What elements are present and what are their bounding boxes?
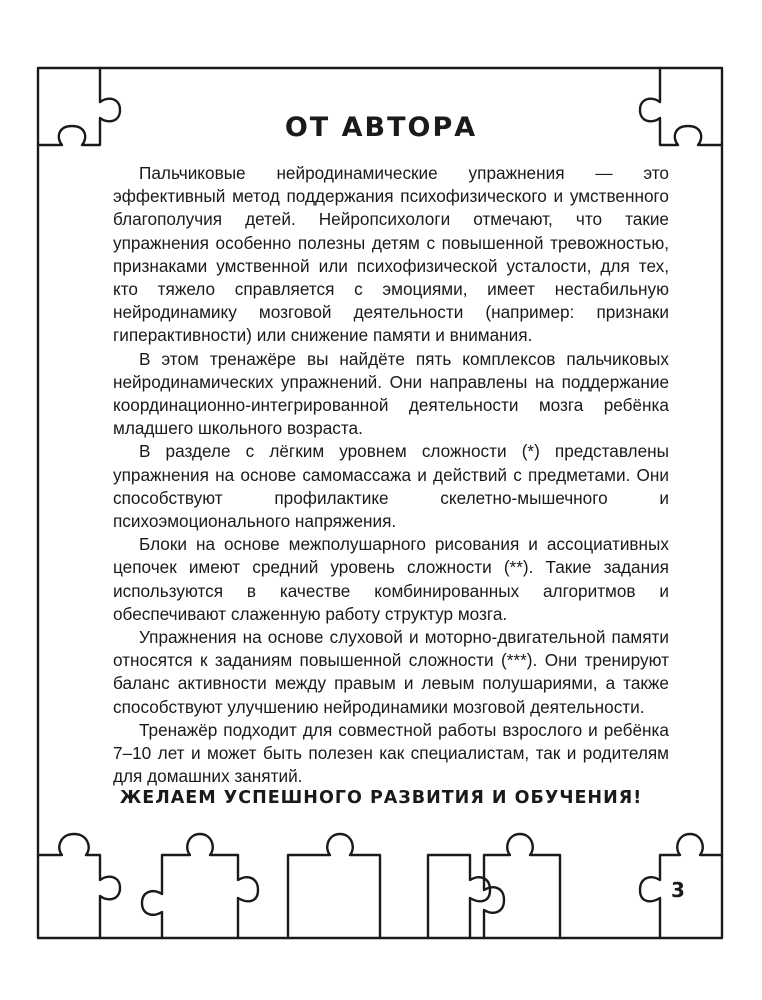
paragraph-2: В этом тренажёре вы найдёте пять комплексов пальчиковых нейродинамических упражнений. Они направлены на поддержание координационно-интегрированной деятельности мозга ребёнка младшего школьного возраста.	[113, 348, 669, 439]
closing-wish: ЖЕЛАЕМ УСПЕШНОГО РАЗВИТИЯ И ОБУЧЕНИЯ!	[119, 788, 643, 808]
paragraph-3: В разделе с лёгким уровнем сложности (*) представлены упражнения на основе самомассажа и действий с предметами. Они способствуют профилактике скелетно-мышечного и психоэмоционального напряжения.	[113, 441, 669, 532]
paragraph-6: Тренажёр подходит для совместной работы взрослого и ребёнка 7–10 лет и может быть полезен как специалистам, так и родителям для домашних занятий.	[113, 719, 669, 787]
page-number: 3	[671, 878, 685, 902]
puzzle-corner-bottom-left-icon	[38, 834, 120, 938]
paragraph-4: Блоки на основе межполушарного рисования и ассоциативных цепочек имеют средний уровень сложности (**). Такие задания используются в качестве комбинированных алгоритмов и обеспечивают слаженную работу структур мозга.	[113, 534, 669, 624]
body-text	[113, 162, 669, 788]
paragraph-1: Пальчиковые нейродинамические упражнения — это эффективный метод поддержания психофизического и умственного благополучия детей. Нейропсихологи отмечают, что такие упражнения особенно полезны детям с повышенной тревожностью, признаками умственной или психофизической усталости, для тех, кто тяжело справляется с эмоциями, имеет нестабильную нейродинамику мозговой деятельности (например: признаки гиперактивности) или снижение памяти и внимания.	[113, 163, 669, 346]
puzzle-piece-3-icon	[428, 855, 490, 938]
puzzle-piece-4-icon	[484, 834, 560, 938]
paragraph-5: Упражнения на основе слуховой и моторно-двигательной памяти относятся к заданиям повышенной сложности (***). Они тренируют баланс активности между правым и левым полушариями, а также способствуют улучшению нейродинамики мозговой деятельности.	[113, 627, 669, 717]
page-title: ОТ АВТОРА	[284, 112, 478, 143]
puzzle-piece-1-icon	[142, 834, 258, 938]
puzzle-piece-2-icon	[288, 834, 380, 938]
